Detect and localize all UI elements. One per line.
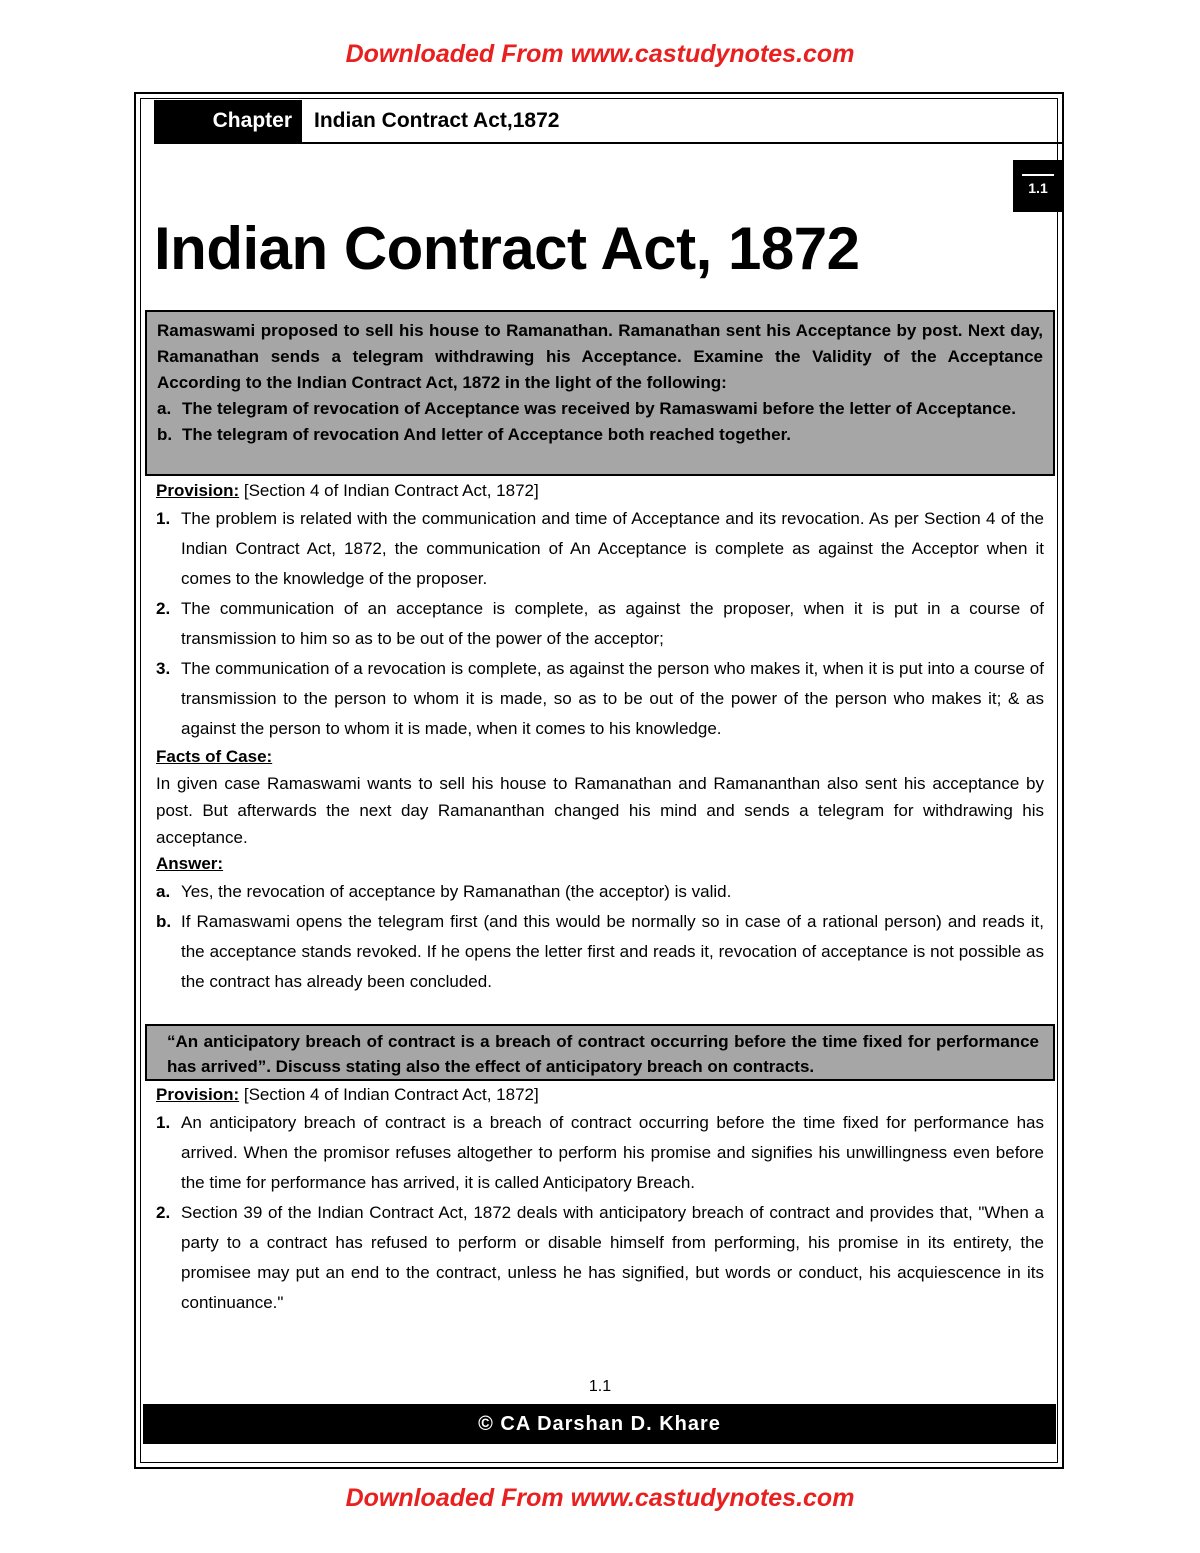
question-2-text: “An anticipatory breach of contract is a breach of contract occurring before the time fixed for performance has arrived”. Discuss stating also the effect of anticipatory breach on contracts. [167,1032,1039,1076]
watermark-top: Downloaded From www.castudynotes.com [345,40,855,68]
page-tab-number: 1.1 [1028,180,1048,196]
page-title: Indian Contract Act, 1872 [154,215,860,282]
list-marker: 2. [156,599,171,618]
list-item [156,594,1044,654]
list-item-text: The communication of an acceptance is complete, as against the proposer, when it is put in a course of transmission to him so as to be out of the power of the acceptor; [181,599,1044,648]
question-1-part-a-text: The telegram of revocation of Acceptance was received by Ramaswami before the letter of Acceptance. [182,399,1016,418]
facts-label: Facts of Case: [156,747,273,766]
facts-heading [156,744,1044,770]
copyright-footer: © CA Darshan D. Khare [143,1404,1056,1444]
page-number: 1.1 [588,1378,612,1395]
question-box-1 [145,310,1055,476]
question-box-2 [145,1024,1055,1081]
provision-reference: [Section 4 of Indian Contract Act, 1872] [239,1085,539,1104]
list-item-text: Section 39 of the Indian Contract Act, 1872 deals with anticipatory breach of contract and provides that, "When a party to a contract has refused to perform or disable himself from performing, his promise in its entirety, the promisee may put an end to the contract, unless he has signified, but words or conduct, his acquiescence in its continuance." [181,1203,1044,1312]
watermark-bottom: Downloaded From www.castudynotes.com [345,1484,855,1512]
list-item-text: If Ramaswami opens the telegram first (and this would be normally so in case of a rational person) and reads it, the acceptance stands revoked. If he opens the letter first and reads it, revocation of acceptance is not possible as the contract has already been concluded. [181,912,1044,991]
list-marker: a. [157,399,172,418]
provision-label: Provision: [156,481,240,500]
list-marker: b. [156,912,172,931]
answer-label: Answer: [156,854,224,873]
question-1-part-b-text: The telegram of revocation And letter of Acceptance both reached together. [182,425,791,444]
facts-text: In given case Ramaswami wants to sell his house to Ramanathan and Ramananthan also sent his acceptance by post. But afterwards the next day Ramananthan changed his mind and sends a telegram for withdrawing his acceptance. [156,774,1044,847]
list-item [156,504,1044,594]
chapter-label: Chapter [154,100,302,142]
provision-label: Provision: [156,1085,240,1104]
question-1-text: Ramaswami proposed to sell his house to Ramanathan. Ramanathan sent his Acceptance by post. Next day, Ramanathan sends a telegram withdrawing his Acceptance. Examine the Validity of the Acceptance According to the Indian Contract Act, 1872 in the light of the following: [157,321,1043,392]
list-item [156,1198,1044,1318]
chapter-name: Indian Contract Act,1872 [314,109,560,132]
list-marker: a. [156,882,171,901]
list-item [156,1108,1044,1198]
answer-section-1 [156,478,1044,997]
list-marker: 1. [156,509,171,528]
answer-section-2 [156,1082,1044,1318]
list-marker: 1. [156,1113,171,1132]
provision-reference: [Section 4 of Indian Contract Act, 1872] [239,481,539,500]
page-tab [1013,160,1063,212]
chapter-header [154,100,1062,144]
question-1-part-b [157,422,1043,448]
list-item-text: The problem is related with the communication and time of Acceptance and its revocation. As per Section 4 of the Indian Contract Act, 1872, the communication of An Acceptance is complete as against the Acceptor when it comes to the knowledge of the proposer. [181,509,1044,588]
list-item [156,654,1044,744]
page-tab-rule [1022,174,1054,176]
list-item [156,877,1044,907]
provision-heading [156,478,1044,504]
provision-heading [156,1082,1044,1108]
list-marker: b. [157,425,173,444]
list-item-text: An anticipatory breach of contract is a breach of contract occurring before the time fixed for performance has arrived. When the promisor refuses altogether to perform his promise and signifies his unwillingness even before the time for performance has arrived, it is called Anticipatory Breach. [181,1113,1044,1192]
answer-heading [156,851,1044,877]
list-marker: 2. [156,1203,171,1222]
list-item-text: The communication of a revocation is complete, as against the person who makes it, when it is put into a course of transmission to the person to whom it is made, so as to be out of the power of the person who makes it; & as against the person to whom it is made, when it comes to his knowledge. [181,659,1044,738]
question-1-part-a [157,396,1043,422]
list-item-text: Yes, the revocation of acceptance by Ramanathan (the acceptor) is valid. [181,882,732,901]
list-item [156,907,1044,997]
list-marker: 3. [156,659,171,678]
